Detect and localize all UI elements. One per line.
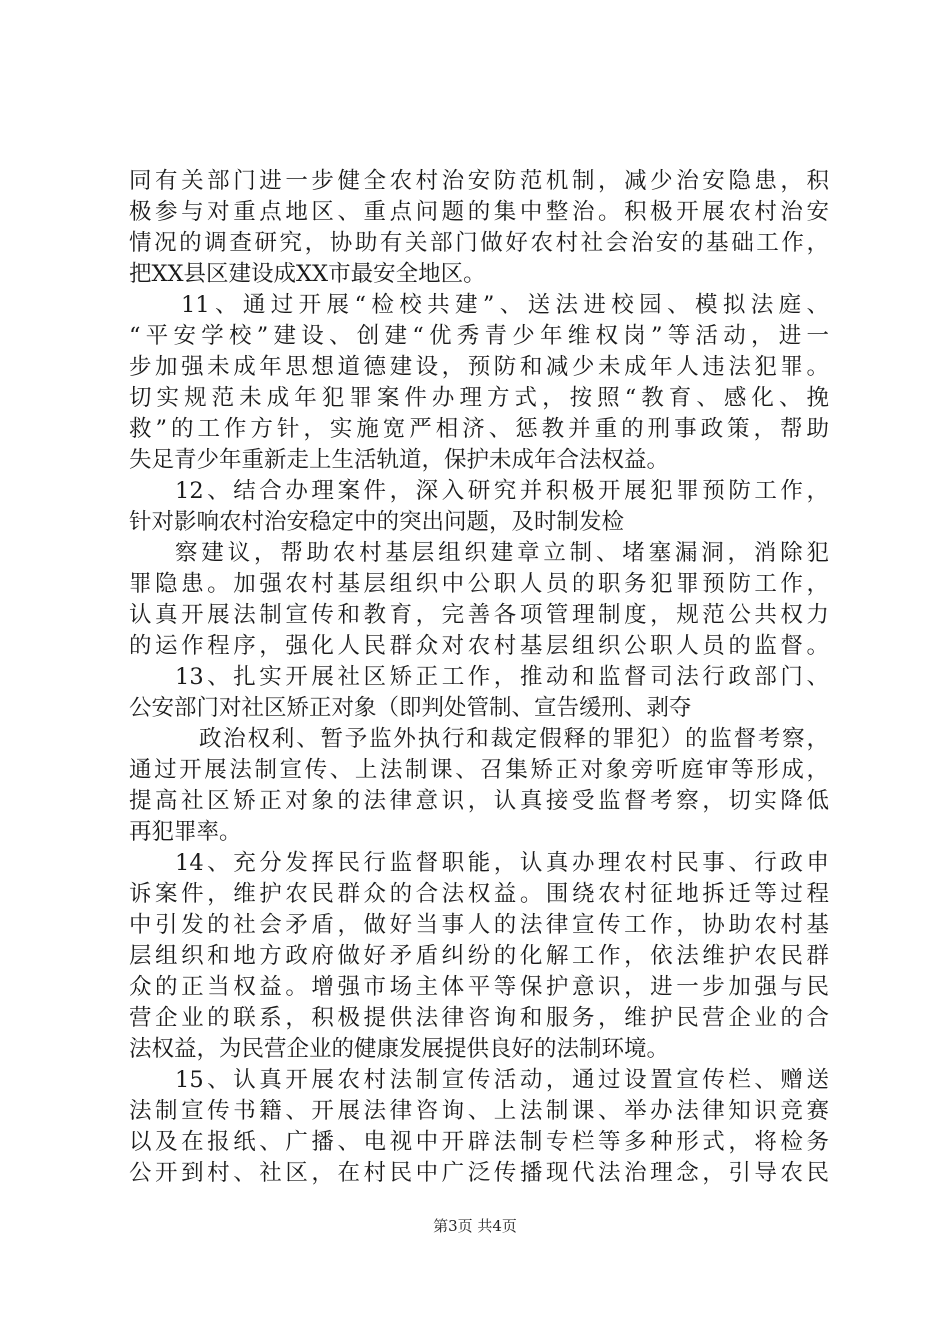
text-line: 诉案件，维护农民群众的合法权益。围绕农村征地拆迁等过程	[129, 881, 829, 907]
text-line: 的运作程序，强化人民群众对农村基层组织公职人员的监督。	[129, 633, 829, 659]
text-line: “平安学校”建设、创建“优秀青少年维权岗”等活动，进一	[129, 323, 829, 349]
page-number-footer: 第3页 共4页	[433, 1217, 517, 1235]
text-line: 察建议，帮助农村基层组织建章立制、堵塞漏洞，消除犯	[175, 540, 829, 566]
text-line: 13、扎实开展社区矫正工作，推动和监督司法行政部门、	[175, 664, 829, 690]
text-line: 政治权利、暂予监外执行和裁定假释的罪犯）的监督考察，	[199, 726, 829, 752]
text-line: 针对影响农村治安稳定中的突出问题，及时制发检	[129, 509, 625, 535]
text-line: 众的正当权益。增强市场主体平等保护意识，进一步加强与民	[129, 974, 829, 1000]
text-line: 公安部门对社区矫正对象（即判处管制、宣告缓刑、剥夺	[129, 695, 692, 721]
text-line: 切实规范未成年犯罪案件办理方式，按照“教育、感化、挽	[129, 385, 829, 411]
text-line: 步加强未成年思想道德建设，预防和减少未成年人违法犯罪。	[129, 354, 829, 380]
text-line: 公开到村、社区，在村民中广泛传播现代法治理念，引导农民	[129, 1160, 829, 1186]
text-line: 再犯罪率。	[129, 819, 242, 845]
text-line: 认真开展法制宣传和教育，完善各项管理制度，规范公共权力	[129, 602, 829, 628]
text-line: 提高社区矫正对象的法律意识，认真接受监督考察，切实降低	[129, 788, 829, 814]
text-line: 以及在报纸、广播、电视中开辟法制专栏等多种形式，将检务	[129, 1129, 829, 1155]
text-line: 中引发的社会矛盾，做好当事人的法律宣传工作，协助农村基	[129, 912, 829, 938]
text-line: 营企业的联系，积极提供法律咨询和服务，维护民营企业的合	[129, 1005, 829, 1031]
text-line: 15、认真开展农村法制宣传活动，通过设置宣传栏、赠送	[175, 1067, 829, 1093]
text-line: 失足青少年重新走上生活轨道，保护未成年合法权益。	[129, 447, 670, 473]
text-line: 11、通过开展“检校共建”、送法进校园、模拟法庭、	[181, 292, 829, 318]
text-line: 层组织和地方政府做好矛盾纠纷的化解工作，依法维护农民群	[129, 943, 829, 969]
text-line: 12、结合办理案件，深入研究并积极开展犯罪预防工作，	[175, 478, 829, 504]
text-line: 情况的调查研究，协助有关部门做好农村社会治安的基础工作，	[129, 230, 829, 256]
document-body	[129, 166, 829, 1189]
text-line: 救”的工作方针，实施宽严相济、惩教并重的刑事政策，帮助	[129, 416, 829, 442]
text-line: 罪隐患。加强农村基层组织中公职人员的职务犯罪预防工作，	[129, 571, 829, 597]
text-line: 法制宣传书籍、开展法律咨询、上法制课、举办法律知识竞赛	[129, 1098, 829, 1124]
text-line: 把XX县区建设成XX市最安全地区。	[129, 261, 486, 287]
text-line: 法权益，为民营企业的健康发展提供良好的法制环境。	[129, 1036, 670, 1062]
text-line: 通过开展法制宣传、上法制课、召集矫正对象旁听庭审等形成，	[129, 757, 829, 783]
text-line: 极参与对重点地区、重点问题的集中整治。积极开展农村治安	[129, 199, 829, 225]
text-line: 14、充分发挥民行监督职能，认真办理农村民事、行政申	[175, 850, 829, 876]
text-line: 同有关部门进一步健全农村治安防范机制，减少治安隐患，积	[129, 168, 829, 194]
